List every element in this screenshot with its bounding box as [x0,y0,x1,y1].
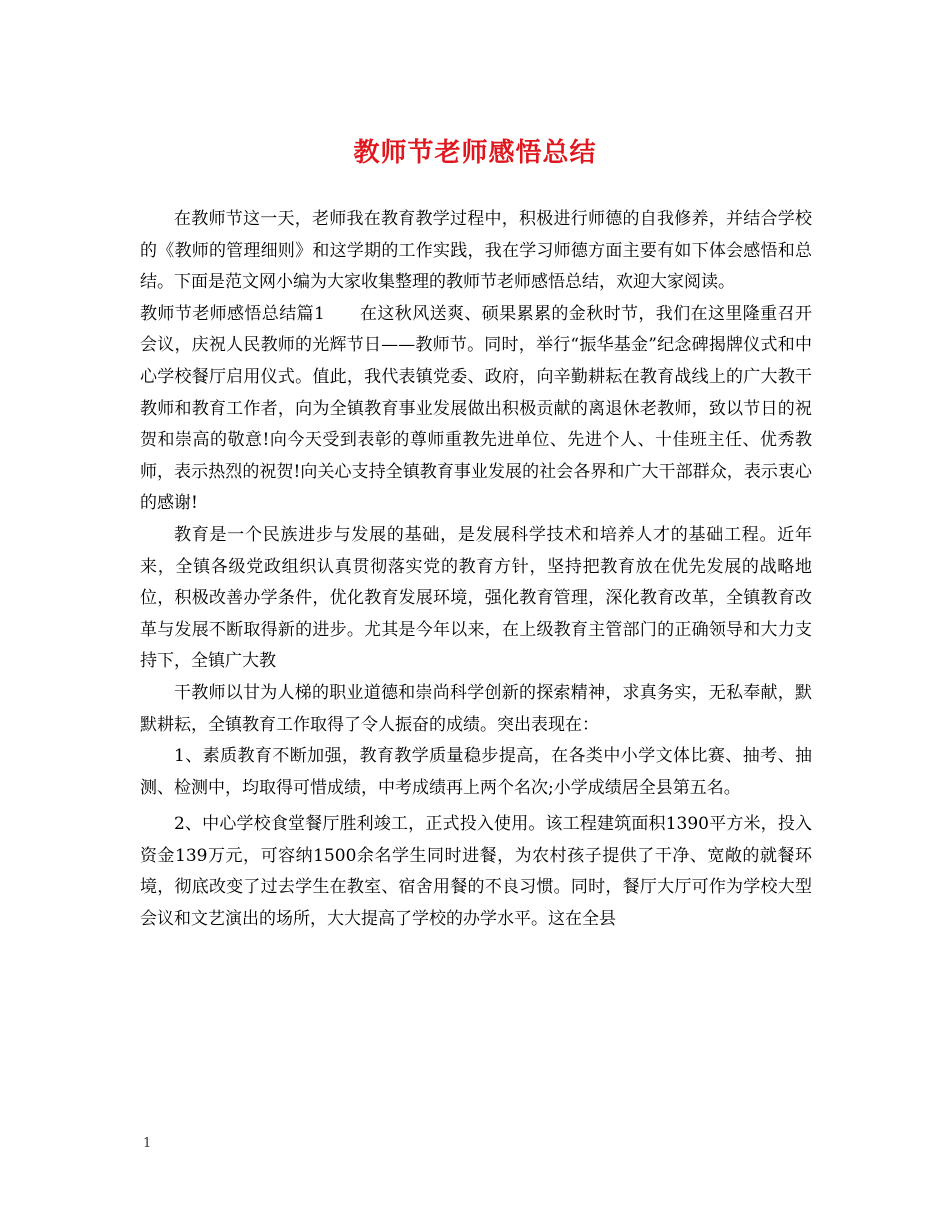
document-title: 教师节老师感悟总结 [353,138,597,168]
document-body [140,204,812,936]
paragraph-achievements-intro: 干教师以甘为人梯的职业道德和崇尚科学创新的探索精神，求真务实，无私奉献，默默耕耘，全镇教育工作取得了令人振奋的成绩。突出表现在： [140,682,812,735]
paragraph-section-1: 教师节老师感悟总结篇1 在这秋风送爽、硕果累累的金秋时节，我们在这里隆重召开会议，庆祝人民教师的光辉节日——教师节。同时，举行“振华基金”纪念碑揭牌仪式和中心学校餐厅启用仪式。值此，我代表镇党委、政府，向辛勤耕耘在教育战线上的广大教干教师和教育工作者，向为全镇教育事业发展做出积极贡献的离退休老教师，致以节日的祝贺和崇高的敬意!向今天受到表彰的尊师重教先进单位、先进个人、十佳班主任、优秀教师，表示热烈的祝贺!向关心支持全镇教育事业发展的社会各界和广大干部群众，表示衷心的感谢! [140,303,812,514]
paragraph-item-2: 2、中心学校食堂餐厅胜利竣工，正式投入使用。该工程建筑面积1390平方米，投入资金139万元，可容纳1500余名学生同时进餐，为农村孩子提供了干净、宽敞的就餐环境，彻底改变了过去学生在教室、宿舍用餐的不良习惯。同时，餐厅大厅可作为学校大型会议和文艺演出的场所，大大提高了学校的办学水平。这在全县 [140,814,812,930]
paragraph-education-basis: 教育是一个民族进步与发展的基础，是发展科学技术和培养人才的基础工程。近年来，全镇各级党政组织认真贯彻落实党的教育方针，坚持把教育放在优先发展的战略地位，积极改善办学条件，优化教育发展环境，强化教育管理，深化教育改革，全镇教育改革与发展不断取得新的进步。尤其是今年以来，在上级教育主管部门的正确领导和大力支持下，全镇广大教 [140,524,812,672]
paragraph-item-1: 1、素质教育不断加强，教育教学质量稳步提高，在各类中小学文体比赛、抽考、抽测、检测中，均取得可惜成绩，中考成绩再上两个名次;小学成绩居全县第五名。 [140,746,812,798]
paragraph-intro: 在教师节这一天，老师我在教育教学过程中，积极进行师德的自我修养，并结合学校的《教师的管理细则》和这学期的工作实践，我在学习师德方面主要有如下体会感悟和总结。下面是范文网小编为大家收集整理的教师节老师感悟总结，欢迎大家阅读。 [140,209,812,293]
page-number: 1 [143,1136,152,1151]
